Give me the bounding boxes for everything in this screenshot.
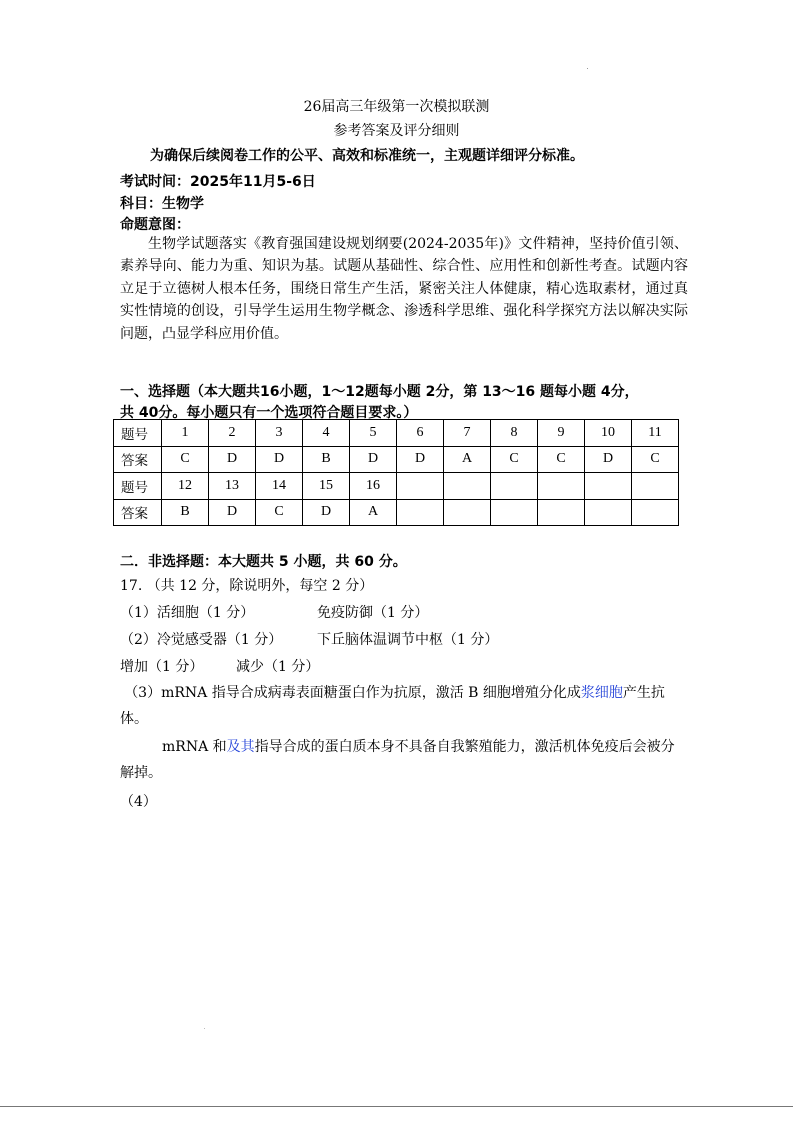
question-number-cell: 13	[209, 473, 256, 500]
question-number-cell: 7	[444, 420, 491, 447]
page-bottom-rule	[0, 1106, 793, 1107]
question-number-cell: 16	[350, 473, 397, 500]
answer-table	[113, 419, 679, 526]
row-label-question: 题号	[114, 420, 162, 447]
q17-answer-4: （4）	[120, 794, 157, 810]
subject-line: 科目：生物学	[120, 196, 204, 212]
question-number-cell	[632, 473, 679, 500]
answer-cell: C	[491, 446, 538, 473]
q17-heading: 17. （共 12 分，除说明外，每空 2 分）	[120, 578, 374, 594]
answer-cell: A	[444, 446, 491, 473]
table-row	[114, 499, 679, 526]
scan-speck	[587, 68, 588, 69]
grading-notice: 为确保后续阅卷工作的公平、高效和标准统一，主观题详细评分标准。	[150, 148, 584, 164]
question-number-cell: 3	[256, 420, 303, 447]
q17-3-text-end: 产生抗体。	[120, 685, 665, 727]
answer-cell: D	[397, 446, 444, 473]
q17-answer-3-explanation	[120, 734, 683, 786]
table-row	[114, 473, 679, 500]
q17-3b-text: mRNA 和	[162, 739, 227, 755]
q17-answer-2a: （2）冷觉感受器（1 分）	[120, 632, 283, 648]
question-number-cell: 9	[538, 420, 585, 447]
answer-cell: D	[209, 499, 256, 526]
answer-cell	[538, 499, 585, 526]
answer-cell	[632, 499, 679, 526]
document-title: 26届高三年级第一次模拟联测	[303, 99, 490, 115]
q17-answer-2c: 增加（1 分）	[120, 659, 204, 675]
intent-paragraph: 生物学试题落实《教育强国建设规划纲要(2024-2035年)》文件精神，坚持价值引领、素养导向、能力为重、知识为基。试题从基础性、综合性、应用性和创新性考查。试题内容立足于立德树人根本任务，围绕日常生产生活，紧密关注人体健康，精心选取素材，通过真实性情境的创设，引导学生运用生物学概念、渗透科学思维、强化科学探究方法以解决实际问题，凸显学科应用价值。	[120, 236, 688, 342]
answer-cell: C	[538, 446, 585, 473]
answer-cell: D	[256, 446, 303, 473]
exam-time: 考试时间：2025年11月5-6日	[120, 174, 316, 190]
table-row	[114, 446, 679, 473]
answer-cell: D	[350, 446, 397, 473]
answer-cell	[397, 499, 444, 526]
q17-answer-3	[120, 680, 683, 732]
q17-3-text: （3）mRNA 指导合成病毒表面糖蛋白作为抗原，激活 B 细胞增殖分化成	[124, 685, 581, 701]
answer-cell: C	[162, 446, 209, 473]
multiple-choice-heading-cont: 共 40分。每小题只有一个选项符合题目要求。）	[120, 405, 418, 421]
question-number-cell	[444, 473, 491, 500]
question-number-cell: 8	[491, 420, 538, 447]
answer-cell: D	[585, 446, 632, 473]
q17-answer-1a: （1）活细胞（1 分）	[120, 605, 255, 621]
question-number-cell: 6	[397, 420, 444, 447]
question-number-cell: 4	[303, 420, 350, 447]
answer-cell	[444, 499, 491, 526]
answer-cell: C	[632, 446, 679, 473]
row-label-answer: 答案	[114, 499, 162, 526]
question-number-cell	[397, 473, 444, 500]
multiple-choice-heading: 一、选择题（本大题共16小题，1～12题每小题 2分，第 13～16 题每小题 4分，	[120, 384, 639, 400]
question-number-cell: 5	[350, 420, 397, 447]
table-row	[114, 420, 679, 447]
answer-cell	[491, 499, 538, 526]
question-number-cell: 10	[585, 420, 632, 447]
document-subtitle: 参考答案及评分细则	[333, 123, 460, 139]
question-number-cell: 14	[256, 473, 303, 500]
q17-3b-highlight: 及其	[226, 739, 255, 755]
question-number-cell	[491, 473, 538, 500]
question-number-cell: 1	[162, 420, 209, 447]
question-number-cell: 12	[162, 473, 209, 500]
answer-cell: D	[209, 446, 256, 473]
q17-answer-1b: 免疫防御（1 分）	[317, 605, 429, 621]
q17-answer-2b: 下丘脑体温调节中枢（1 分）	[317, 632, 499, 648]
answer-cell: D	[303, 499, 350, 526]
scan-speck	[204, 1028, 205, 1029]
answer-cell: B	[303, 446, 350, 473]
question-number-cell: 11	[632, 420, 679, 447]
q17-3-highlight: 浆细胞	[580, 685, 623, 701]
answer-cell: B	[162, 499, 209, 526]
answer-cell	[585, 499, 632, 526]
q17-3b-text-end: 指导合成的蛋白质本身不具备自我繁殖能力，激活机体免疫后会被分解掉。	[120, 739, 675, 781]
answer-cell: C	[256, 499, 303, 526]
question-number-cell: 2	[209, 420, 256, 447]
question-number-cell: 15	[303, 473, 350, 500]
question-number-cell	[538, 473, 585, 500]
intent-label: 命题意图：	[120, 217, 190, 233]
answer-cell: A	[350, 499, 397, 526]
row-label-answer: 答案	[114, 446, 162, 473]
non-choice-heading: 二．非选择题：本大题共 5 小题，共 60 分。	[120, 554, 407, 570]
row-label-question: 题号	[114, 473, 162, 500]
q17-answer-2d: 减少（1 分）	[236, 659, 320, 675]
question-number-cell	[585, 473, 632, 500]
